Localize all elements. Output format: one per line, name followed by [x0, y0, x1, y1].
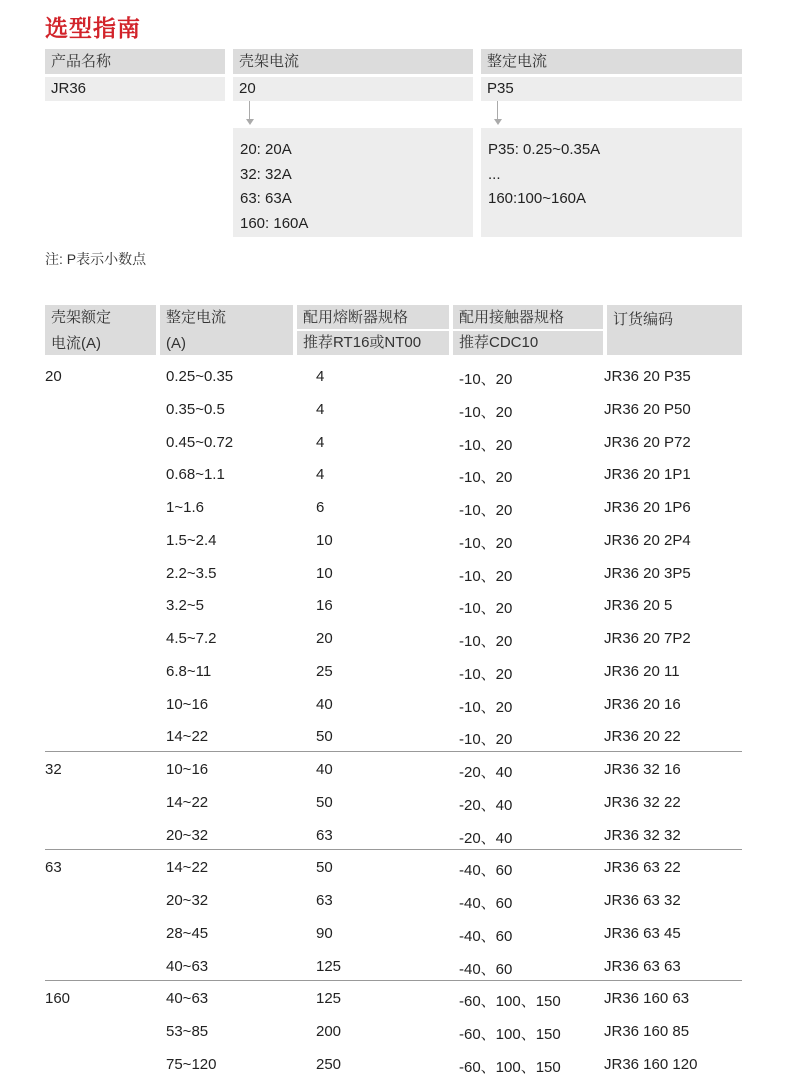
cell-frame-current: 20: [45, 368, 62, 385]
cell-order-code: JR36 20 1P6: [604, 499, 691, 516]
cell-setting-current: 28~45: [166, 924, 209, 942]
cell-contactor: -10、20: [459, 665, 513, 683]
cell-frame-current: 32: [45, 761, 62, 778]
cell-setting-current: 2.2~3.5: [166, 564, 217, 582]
cell-order-code: JR36 20 7P2: [604, 630, 691, 647]
cell-setting-current: 0.25~0.35: [166, 368, 234, 385]
cell-order-code: JR36 20 3P5: [604, 564, 691, 582]
guide-header-setting-current: 整定电流: [481, 49, 742, 74]
cell-order-code: JR36 20 P50: [604, 400, 691, 418]
cell-setting-current: 4.5~7.2: [166, 630, 217, 647]
cell-contactor: -20、40: [459, 796, 513, 814]
cell-order-code: JR36 63 22: [604, 859, 681, 877]
cell-setting-current: 10~16: [166, 695, 209, 713]
cell-fuse: 4: [316, 466, 325, 484]
cell-order-code: JR36 63 63: [604, 957, 681, 975]
cell-setting-current: 10~16: [166, 761, 209, 778]
cell-setting-current: 14~22: [166, 793, 209, 811]
cell-fuse: 10: [316, 564, 333, 582]
connector-line-setting: [497, 101, 498, 120]
cell-order-code: JR36 20 2P4: [604, 531, 691, 549]
cell-order-code: JR36 20 5: [604, 597, 673, 615]
table-header-contactor: 配用接触器规格: [453, 305, 603, 329]
cell-setting-current: 0.35~0.5: [166, 400, 225, 418]
arrow-down-icon: [494, 119, 502, 125]
cell-setting-current: 14~22: [166, 859, 209, 877]
header-line: 整定电流: [166, 309, 227, 326]
cell-order-code: JR36 160 63: [604, 990, 690, 1008]
cell-contactor: -40、60: [459, 960, 513, 978]
cell-setting-current: 40~63: [166, 957, 209, 975]
cell-contactor: -10、20: [459, 567, 513, 585]
cell-order-code: JR36 32 16: [604, 761, 681, 778]
cell-contactor: -20、40: [459, 764, 513, 781]
cell-fuse: 16: [316, 597, 333, 615]
cell-order-code: JR36 32 22: [604, 793, 681, 811]
guide-header-frame-current: 壳架电流: [233, 49, 473, 74]
header-line: 电流(A): [51, 335, 101, 352]
cell-order-code: JR36 63 32: [604, 892, 681, 909]
cell-contactor: -10、20: [459, 502, 513, 519]
cell-fuse: 125: [316, 957, 342, 975]
cell-order-code: JR36 20 22: [604, 728, 681, 746]
cell-setting-current: 0.68~1.1: [166, 466, 225, 484]
cell-contactor: -10、20: [459, 371, 513, 388]
cell-contactor: -10、20: [459, 436, 513, 454]
setting-option: ...: [488, 165, 501, 183]
cell-fuse: 50: [316, 728, 333, 746]
cell-contactor: -10、20: [459, 698, 513, 716]
table-header-setting-current: [160, 305, 293, 355]
cell-contactor: -10、20: [459, 731, 513, 749]
setting-option: P35: 0.25~0.35A: [488, 141, 601, 158]
cell-contactor: -10、20: [459, 403, 513, 421]
cell-fuse: 250: [316, 1055, 342, 1073]
connector-line-frame: [249, 101, 250, 120]
cell-contactor: -10、20: [459, 633, 513, 650]
cell-order-code: JR36 160 120: [604, 1055, 698, 1073]
group-separator: [45, 751, 742, 752]
cell-setting-current: 20~32: [166, 826, 209, 844]
cell-fuse: 63: [316, 826, 333, 844]
cell-fuse: 40: [316, 761, 333, 778]
cell-setting-current: 6.8~11: [166, 662, 212, 680]
cell-fuse: 4: [316, 368, 325, 385]
cell-order-code: JR36 32 32: [604, 826, 681, 844]
cell-order-code: JR36 63 45: [604, 924, 681, 942]
note-text: 注: P表示小数点: [45, 251, 147, 267]
page-title: 选型指南: [45, 15, 141, 41]
cell-contactor: -10、20: [459, 469, 513, 487]
cell-setting-current: 20~32: [166, 892, 209, 909]
frame-current-options: [233, 128, 473, 237]
table-header-fuse-recommend: 推荐RT16或NT00: [297, 331, 449, 355]
frame-option: 20: 20A: [240, 141, 292, 158]
cell-fuse: 10: [316, 531, 333, 549]
cell-contactor: -40、60: [459, 895, 513, 912]
cell-fuse: 4: [316, 400, 325, 418]
cell-fuse: 40: [316, 695, 333, 713]
guide-header-product-name: 产品名称: [45, 49, 225, 74]
cell-fuse: 20: [316, 630, 333, 647]
guide-value-frame-current: 20: [233, 77, 473, 101]
cell-contactor: -10、20: [459, 534, 513, 552]
cell-fuse: 25: [316, 662, 333, 680]
cell-fuse: 50: [316, 793, 333, 811]
group-separator: [45, 849, 742, 850]
cell-order-code: JR36 20 11: [604, 662, 680, 680]
cell-order-code: JR36 20 P72: [604, 433, 691, 451]
cell-order-code: JR36 20 16: [604, 695, 681, 713]
cell-fuse: 63: [316, 892, 333, 909]
cell-contactor: -60、100、150: [459, 993, 561, 1011]
cell-fuse: 4: [316, 433, 325, 451]
cell-order-code: JR36 20 P35: [604, 368, 691, 385]
cell-fuse: 50: [316, 859, 333, 877]
table-header-contactor-recommend: 推荐CDC10: [453, 331, 603, 355]
header-line: (A): [166, 335, 186, 352]
cell-setting-current: 1~1.6: [166, 499, 204, 516]
cell-fuse: 90: [316, 924, 333, 942]
cell-contactor: -60、100、150: [459, 1058, 561, 1076]
cell-setting-current: 53~85: [166, 1023, 209, 1040]
cell-contactor: -40、60: [459, 862, 513, 880]
table-header-frame-rated: [45, 305, 156, 355]
guide-value-setting-current: P35: [481, 77, 742, 101]
setting-option: 160:100~160A: [488, 190, 587, 207]
cell-contactor: -20、40: [459, 829, 513, 847]
cell-contactor: -40、60: [459, 927, 513, 945]
cell-fuse: 200: [316, 1023, 342, 1040]
cell-setting-current: 75~120: [166, 1055, 217, 1073]
frame-option: 32: 32A: [240, 165, 292, 183]
group-separator: [45, 980, 742, 981]
setting-current-options: [481, 128, 742, 237]
header-line: 壳架额定: [51, 309, 112, 326]
cell-frame-current: 160: [45, 990, 71, 1008]
guide-value-product-name: JR36: [45, 77, 225, 101]
cell-order-code: JR36 20 1P1: [604, 466, 691, 484]
cell-contactor: -10、20: [459, 600, 513, 618]
cell-fuse: 6: [316, 499, 325, 516]
table-header-order-code: 订货编码: [607, 305, 742, 355]
cell-frame-current: 63: [45, 859, 62, 877]
cell-order-code: JR36 160 85: [604, 1023, 690, 1040]
cell-setting-current: 0.45~0.72: [166, 433, 234, 451]
frame-option: 160: 160A: [240, 214, 309, 232]
cell-fuse: 125: [316, 990, 342, 1008]
cell-contactor: -60、100、150: [459, 1026, 561, 1043]
frame-option: 63: 63A: [240, 190, 292, 207]
table-header-fuse: 配用熔断器规格: [297, 305, 449, 329]
cell-setting-current: 3.2~5: [166, 597, 204, 615]
cell-setting-current: 40~63: [166, 990, 209, 1008]
arrow-down-icon: [246, 119, 254, 125]
cell-setting-current: 14~22: [166, 728, 209, 746]
cell-setting-current: 1.5~2.4: [166, 531, 217, 549]
